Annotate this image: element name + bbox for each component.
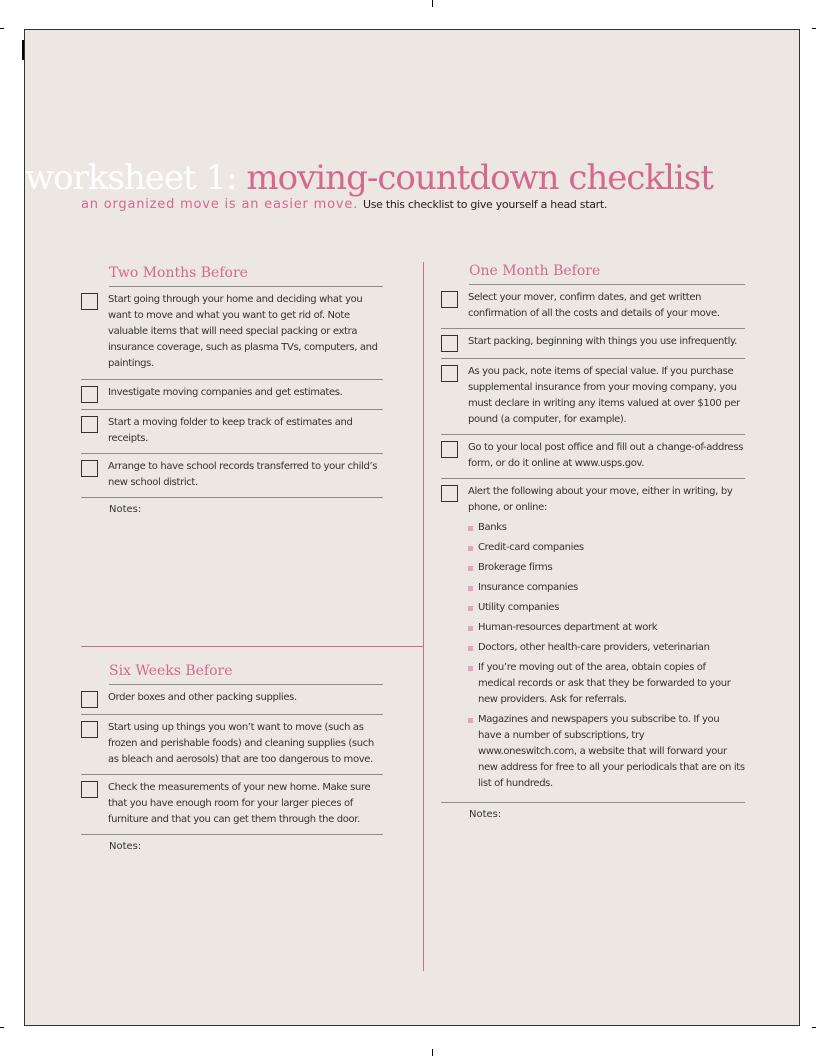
list-item: Brokerage firms xyxy=(468,560,745,576)
title-prefix: worksheet 1: xyxy=(25,158,247,198)
bullet-icon xyxy=(468,546,473,551)
alert-list xyxy=(468,520,745,792)
checklist-item-alert xyxy=(441,479,745,803)
checklist-item xyxy=(81,410,383,454)
list-item: Magazines and newspapers you subscribe to. If you have a number of subscriptions, try www.oneswitch.com, a website that will forward your new address for free to all your periodicals that are on its list of hundreds. xyxy=(468,712,745,792)
notes-label: Notes: xyxy=(109,841,142,852)
checklist-item xyxy=(81,287,383,380)
crop-mark xyxy=(432,0,433,7)
checkbox[interactable] xyxy=(441,441,458,458)
checklist-item xyxy=(81,454,383,498)
page-subtitle xyxy=(81,193,607,212)
list-item: If you’re moving out of the area, obtain copies of medical records or ask that they be forwarded to your new providers. Ask for referrals. xyxy=(468,660,745,708)
checklist-item xyxy=(81,685,383,715)
bullet-icon xyxy=(468,566,473,571)
bullet-icon xyxy=(468,718,473,723)
column-divider xyxy=(423,262,424,971)
section-two-months xyxy=(81,262,383,518)
section-heading: Six Weeks Before xyxy=(109,660,383,685)
checkbox[interactable] xyxy=(81,721,98,738)
crop-mark xyxy=(812,1027,816,1028)
crop-mark xyxy=(0,1027,4,1028)
item-text: Start going through your home and deciding what you want to move and what you want to get rid of. Note valuable items that will need special packing or extra insurance coverage, such as plasma TVs, computers, and paintings. xyxy=(108,294,378,369)
checkbox[interactable] xyxy=(81,781,98,798)
checkbox[interactable] xyxy=(81,691,98,708)
section-six-weeks xyxy=(81,660,383,855)
section-heading: One Month Before xyxy=(469,260,745,285)
worksheet-page xyxy=(24,29,800,1026)
item-text: Start a moving folder to keep track of estimates and receipts. xyxy=(108,417,353,444)
item-text: Order boxes and other packing supplies. xyxy=(108,692,297,703)
page-title xyxy=(25,158,713,198)
bullet-icon xyxy=(468,646,473,651)
item-text: Start using up things you won’t want to move (such as frozen and perishable foods) and cleaning supplies (such as bleach and aerosols) that are too dangerous to move. xyxy=(108,722,374,765)
list-item: Doctors, other health-care providers, veterinarian xyxy=(468,640,745,656)
crop-mark xyxy=(0,28,4,29)
checkbox[interactable] xyxy=(441,365,458,382)
checkbox[interactable] xyxy=(441,291,458,308)
item-text: Alert the following about your move, either in writing, by phone, or online: xyxy=(468,486,733,513)
checkbox[interactable] xyxy=(441,485,458,502)
checklist-item xyxy=(441,435,745,479)
item-text: Check the measurements of your new home. Make sure that you have enough room for your larger pieces of furniture and that you can get them through the door. xyxy=(108,782,371,825)
checkbox[interactable] xyxy=(81,293,98,310)
bullet-icon xyxy=(468,626,473,631)
checklist-item xyxy=(81,380,383,410)
item-text: Start packing, beginning with things you use infrequently. xyxy=(468,336,738,347)
checklist-item xyxy=(441,359,745,435)
checkbox[interactable] xyxy=(441,335,458,352)
bullet-icon xyxy=(468,586,473,591)
checklist-item xyxy=(441,285,745,329)
section-heading: Two Months Before xyxy=(109,262,383,287)
alert-content xyxy=(468,484,745,796)
item-text: Arrange to have school records transferred to your child’s new school district. xyxy=(108,461,378,488)
list-item: Human-resources department at work xyxy=(468,620,745,636)
section-one-month xyxy=(441,260,745,823)
item-text: Select your mover, confirm dates, and get written confirmation of all the costs and details of your move. xyxy=(468,292,720,319)
list-item: Banks xyxy=(468,520,745,536)
item-text: As you pack, note items of special value. If you purchase supplemental insurance from your moving company, you must declare in writing any items valued at over $100 per pound (a computer, for example). xyxy=(468,366,740,425)
checklist-item xyxy=(81,715,383,775)
notes-label: Notes: xyxy=(109,504,142,515)
item-text: Go to your local post office and fill out a change-of-address form, or do it online at www.usps.gov. xyxy=(468,442,744,469)
subtitle-text: Use this checklist to give yourself a head start. xyxy=(362,198,608,211)
item-text: Investigate moving companies and get estimates. xyxy=(108,387,343,398)
bullet-icon xyxy=(468,666,473,671)
notes-label: Notes: xyxy=(469,809,502,820)
checkbox[interactable] xyxy=(81,460,98,477)
checklist-item xyxy=(81,775,383,835)
bullet-icon xyxy=(468,606,473,611)
subtitle-lead: an organized move is an easier move. xyxy=(81,197,363,212)
checklist-item xyxy=(441,329,745,359)
checkbox[interactable] xyxy=(81,416,98,433)
checkbox[interactable] xyxy=(81,386,98,403)
list-item: Insurance companies xyxy=(468,580,745,596)
bullet-icon xyxy=(468,526,473,531)
list-item: Utility companies xyxy=(468,600,745,616)
crop-mark xyxy=(432,1049,433,1056)
list-item: Credit-card companies xyxy=(468,540,745,556)
title-main: moving-countdown checklist xyxy=(246,158,713,198)
crop-mark xyxy=(812,28,816,29)
section-divider xyxy=(81,646,423,647)
